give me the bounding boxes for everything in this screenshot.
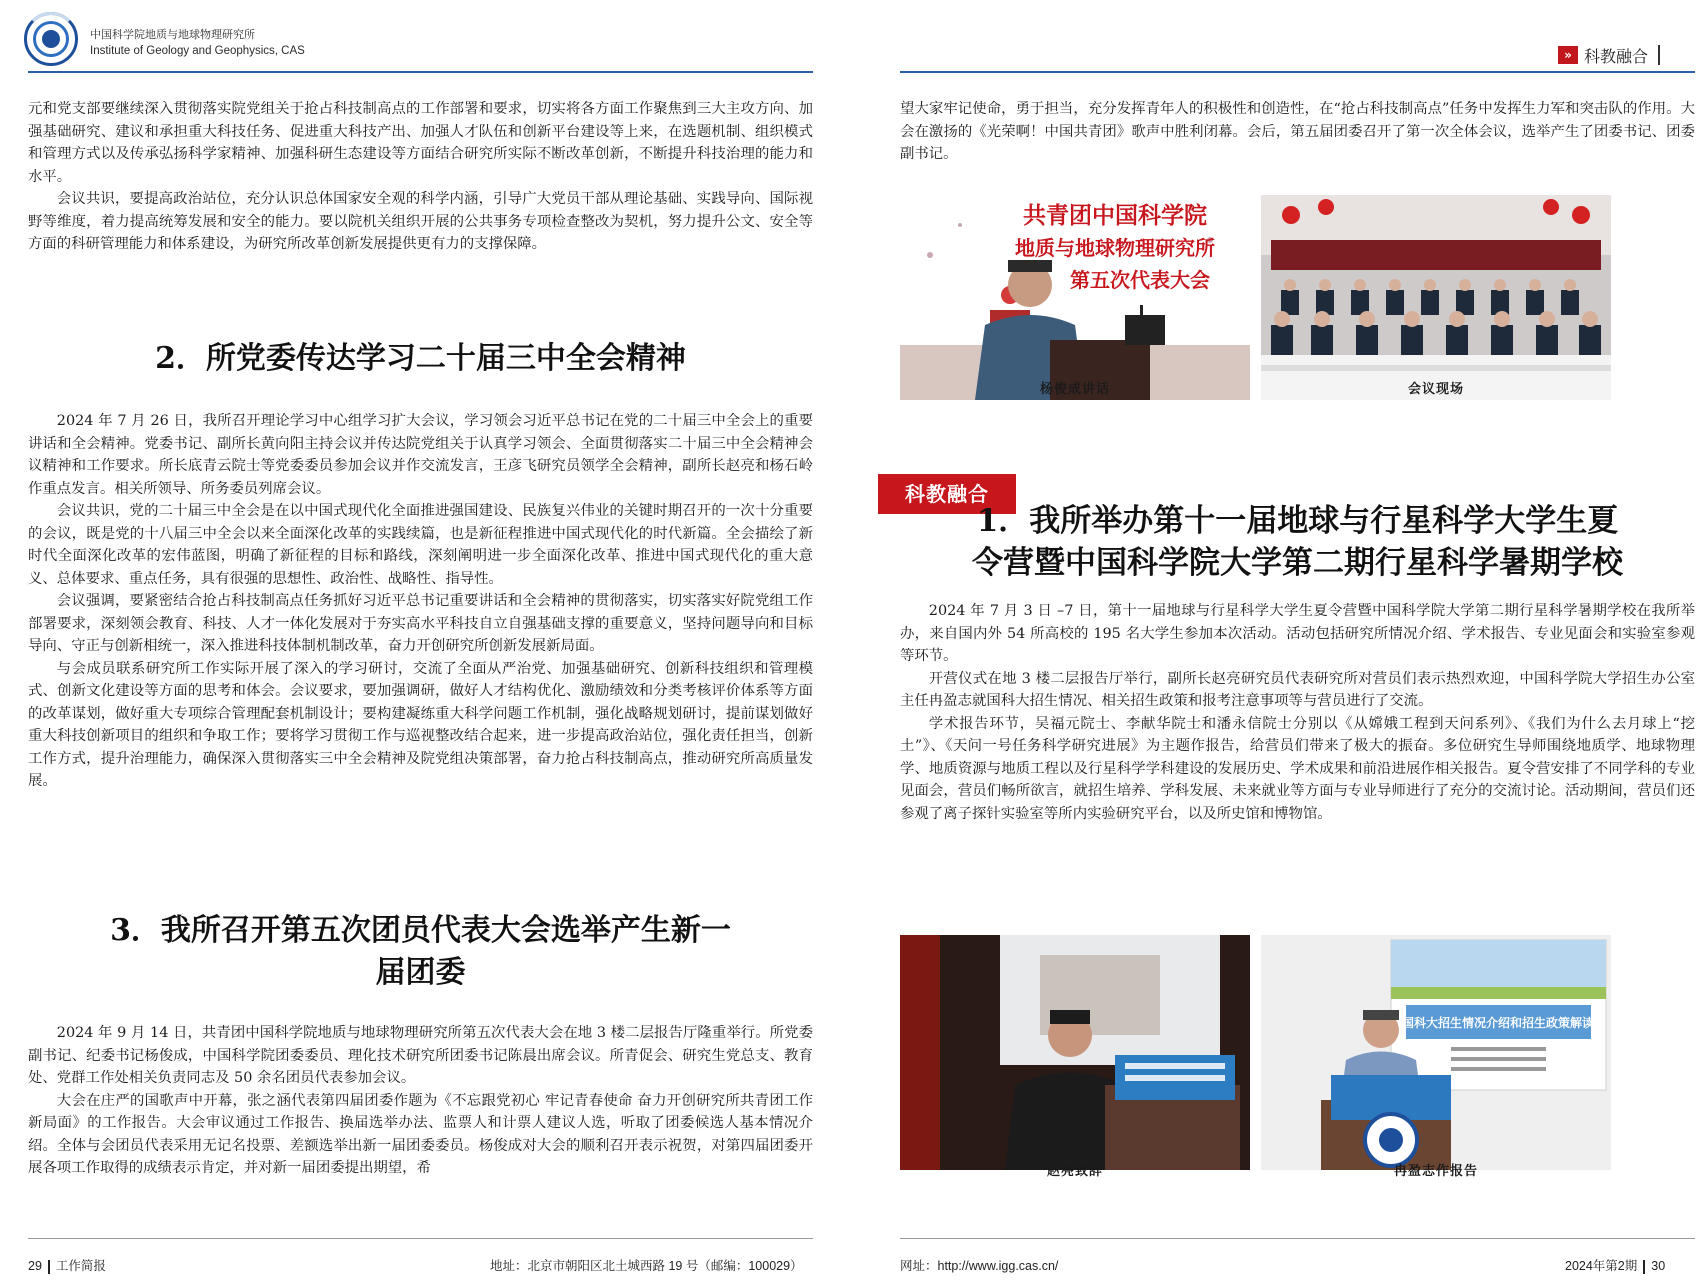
publication-name: 工作简报: [55, 1259, 106, 1273]
paragraph: 会议共识，要提高政治站位，充分认识总体国家安全观的科学内涵，引导广大党员干部从理论基础、实践导向、国际视野等维度，着力提高统筹发展和安全的能力。要以院机关组织开展的公共事务专项检查整改为契机，努力提升公文、安全等方面的科研管理能力和体系建设，为研究所改革创新发展提供更有力的支撑保障。: [28, 191, 813, 252]
section1-title-line1: 1．我所举办第十一届地球与行星科学大学生夏: [976, 503, 1619, 539]
page-number: 29: [28, 1259, 42, 1273]
banner-line1: 共青团中国科学院: [1023, 202, 1207, 229]
paragraph: 望大家牢记使命，勇于担当，充分发挥青年人的积极性和创造性，在“抢占科技制高点”任务中发挥生力军和突击队的作用。大会在激扬的《光荣啊！中国共青团》歌声中胜利闭幕。会后，第五届团委召开了第一次全体会议，选举产生了团委书记、团委副书记。: [900, 101, 1695, 162]
caption-presentation: 冉盈志作报告: [1393, 1164, 1478, 1179]
footer-address: 地址：北京市朝阳区北土城西路 19 号（邮编：100029）: [490, 1259, 803, 1273]
banner-line3: 第五次代表大会: [1070, 268, 1210, 292]
paragraph: 与会成员联系研究所工作实际开展了深入的学习研讨，交流了全面从严治党、加强基础研究、创新科技组织和管理模式、创新文化建设等方面的思考和体会。会议要求，要加强调研，做好人才结构优化、激励绩效和分类考核评价体系等方面的改革谋划，做好重大专项综合管理配套机制设计；要构建凝练重大科学问题工作机制，强化战略规划研讨，提前谋划做好重大科技创新项目的组织和争取工作；要将学习贯彻工作与巡视整改结合起来，进一步提高政治站位，强化责任担当，创新工作方式，提升治理能力，确保深入贯彻落实三中全会精神及院党组决策部署，奋力抢占科技制高点，推动研究所高质量发展。: [28, 660, 813, 789]
double-chevron-icon: »: [1558, 46, 1578, 64]
slide-title: 国科大招生情况介绍和招生政策解读: [1401, 1016, 1595, 1030]
paragraph: 2024 年 7 月 3 日 –7 日，第十一届地球与行星科学大学生夏令营暨中国科学院大学第二期行星科学暑期学校在我所举办，来自国内外 54 所高校的 195 名大学生参加本次活动。活动包括研究所情况介绍、学术报告、专业见面会和实验室参观等环节。: [900, 603, 1695, 664]
section3-title-line2: 届团委: [375, 955, 466, 990]
header-rule: [28, 71, 813, 73]
photo-meeting-hall: [1261, 195, 1611, 400]
section-label: 科教融合: [1584, 46, 1649, 66]
section-flag: [1558, 44, 1660, 66]
photo-presentation: [1261, 935, 1611, 1170]
caption-opening-speech: 赵亮致辞: [1046, 1164, 1103, 1179]
paragraph: 会议共识，党的二十届三中全会是在以中国式现代化全面推进强国建设、民族复兴伟业的关键时期召开的一次十分重要的会议，既是党的十八届三中全会以来全面深化改革的实践续篇，也是新征程推进中国式现代化的时代新篇。全会描绘了新时代全面深化改革的宏伟蓝图，明确了新征程的目标和路线，深刻阐明进一步全面深化改革、推进中国式现代化的重大意义、总体要求、重点任务，具有很强的思想性、政治性、战略性、指导性。: [28, 503, 813, 587]
page-number: 30: [1651, 1259, 1666, 1273]
photo-opening-speech: [900, 935, 1250, 1170]
section1-title: [900, 500, 1695, 584]
footer-rule: [900, 1238, 1695, 1239]
issue-label: 2024年第2期: [1565, 1259, 1638, 1273]
banner-line2: 地质与地球物理研究所: [1015, 236, 1215, 260]
footer-rule: [28, 1238, 813, 1239]
footer-website: 网址：http://www.igg.cas.cn/: [900, 1259, 1059, 1273]
paragraph: 学术报告环节，吴福元院士、李献华院士和潘永信院士分别以《从嫦娥工程到天问系列》、《我们为什么去月球上“挖土”》、《天问一号任务科学研究进展》为主题作报告，给营员们带来了极大的振奋。多位研究生导师围绕地质学、地球物理学、地质资源与地质工程以及行星科学学科建设的发展历史、学术成果和前沿进展作相关报告。夏令营安排了不同学科的专业见面会，营员们畅所欲言，就招生培养、学科发展、未来就业等方面与专业导师进行了充分的交流讨论。活动期间，营员们还参观了离子探针实验室等所内实验研究平台，以及所史馆和博物馆。: [900, 715, 1695, 822]
intro-text: [28, 98, 813, 256]
section3-text: [28, 1022, 813, 1180]
caption-meeting-hall: 会议现场: [1407, 382, 1464, 397]
paragraph: 2024 年 7 月 26 日，我所召开理论学习中心组学习扩大会议，学习领会习近平总书记在党的二十届三中全会上的重要讲话和全会精神。党委书记、副所长黄向阳主持会议并传达院党组关于认真学习领会、全面贯彻落实二十届三中全会精神会议精神和工作要求。所长底青云院士等党委委员参加会议并作交流发言，王彦飞研究员领学全会精神，副所长赵亮和杨石岭作重点发言。相关所领导、所务委员列席会议。: [28, 413, 813, 497]
continued-text: [900, 98, 1695, 166]
section1-text: [900, 600, 1695, 825]
section3-title-line1: 3．我所召开第五次团员代表大会选举产生新一: [110, 913, 731, 948]
paragraph: 2024 年 9 月 14 日，共青团中国科学院地质与地球物理研究所第五次代表大会在地 3 楼二层报告厅隆重举行。所党委副书记、纪委书记杨俊成，中国科学院团委委员、理化技术研究所团委书记陈晨出席会议。所青促会、研究生党总支、教育处、党群工作处相关负责同志及 50 余名团员代表参加会议。: [28, 1025, 813, 1086]
institute-name-cn: 中国科学院地质与地球物理研究所: [90, 28, 255, 41]
section-tag: 科教融合: [878, 474, 1016, 514]
footer-right: [1565, 1256, 1665, 1274]
institute-logo-icon: [24, 12, 78, 66]
section1-title-line2: 令营暨中国科学院大学第二期行星科学暑期学校: [972, 545, 1623, 581]
header-rule: [900, 71, 1695, 73]
paragraph: 大会在庄严的国歌声中开幕，张之涵代表第四届团委作题为《不忘跟党初心 牢记青春使命 奋力开创研究所共青团工作新局面》的工作报告。大会审议通过工作报告、换届选举办法、监票人和计票人建议人选，听取了团委候选人基本情况介绍。全体与会团员代表采用无记名投票、差额选举出新一届团委委员。杨俊成对大会的顺利召开表示祝贺，对第四届团委开展各项工作取得的成绩表示肯定，并对新一届团委提出期望，希: [28, 1092, 813, 1176]
right-page: [850, 0, 1700, 1280]
caption-speaker: 杨俊成讲话: [1039, 382, 1110, 397]
section2-title: 2．所党委传达学习二十届三中全会精神: [155, 341, 686, 376]
footer-left: [28, 1256, 106, 1274]
paragraph: 元和党支部要继续深入贯彻落实院党组关于抢占科技制高点的工作部署和要求，切实将各方面工作聚焦到三大主攻方向、加强基础研究、建议和承担重大科技任务、促进重大科技产出、加强人才队伍和创新平台建设等上来，在选题机制、组织模式和管理方式以及传承弘扬科学家精神、加强科研生态建设等方面结合研究所实际不断改革创新，不断提升科技治理的能力和水平。: [28, 101, 813, 185]
photo-speaker: [900, 195, 1250, 400]
paragraph: 开营仪式在地 3 楼二层报告厅举行，副所长赵亮研究员代表研究所对营员们表示热烈欢迎，中国科学院大学招生办公室主任冉盈志就国科大招生情况、相关招生政策和报考注意事项等与营员进行了交流。: [900, 670, 1695, 709]
institute-name-en: Institute of Geology and Geophysics, CAS: [90, 45, 305, 57]
section3-title: [28, 910, 813, 994]
paragraph: 会议强调，要紧密结合抢占科技制高点任务抓好习近平总书记重要讲话和全会精神的贯彻落实，切实落实好院党组工作部署要求，深刻领会教育、科技、人才一体化发展对于夯实高水平科技自立自强基础支撑的重要意义，坚持问题导向和目标导向、守正与创新相统一，深入推进科技体制机制改革，奋力开创研究所创新发展新局面。: [28, 593, 813, 654]
section2-text: [28, 410, 813, 793]
